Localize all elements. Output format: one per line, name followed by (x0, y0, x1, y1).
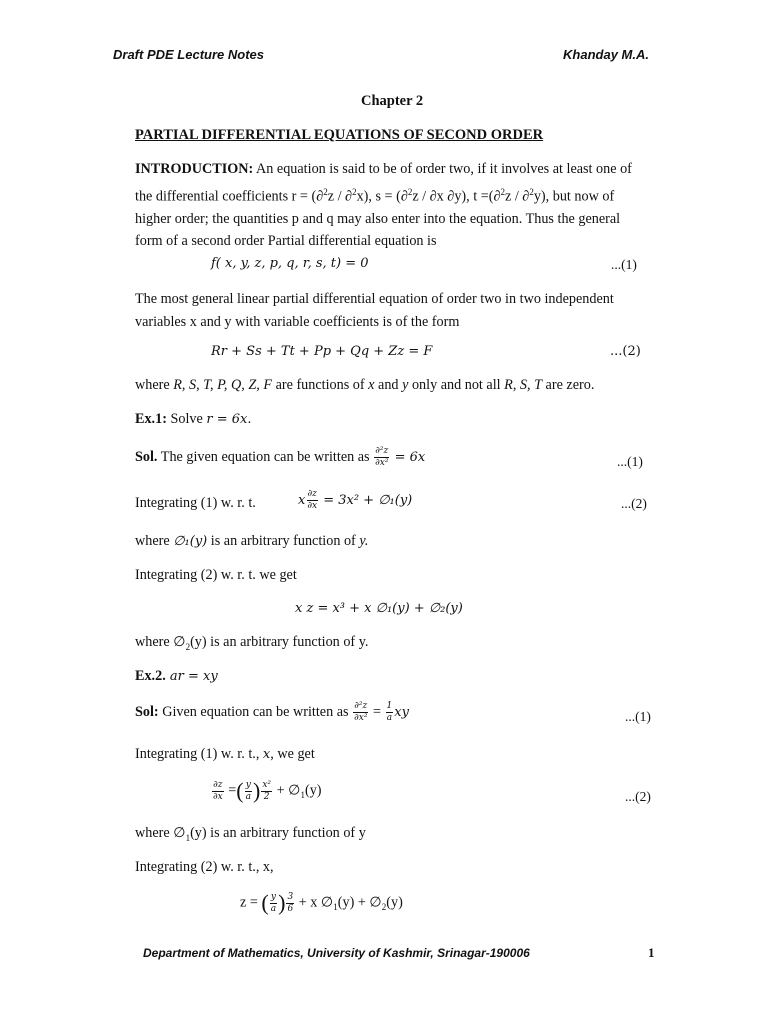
running-header-left: Draft PDE Lecture Notes (113, 47, 264, 62)
where-ex2-phi1: where $\emptyset_1(y)$ is an arbitrary function of y (135, 825, 366, 843)
ex2-final-equation: z = ( $\frac{y}{a}$ ) $\frac{3}{6}$ + x $\emptyset_1(y)$ + $\emptyset_2(y)$ (240, 890, 403, 915)
integrating-step-2-label: Integrating (2) w. r. t. we get (135, 567, 297, 583)
example-2-heading: Ex.2. ar = xy (135, 668, 218, 684)
integrating-step-1-equation: x $\frac{\partial z}{\partial x}$ = 3x² + ∅₁(y) (298, 489, 413, 511)
section-title: PARTIAL DIFFERENTIAL EQUATIONS OF SECOND ORDER (135, 127, 544, 143)
example-2-solution: Sol: Given equation can be written as $\frac{\text{∂²z}}{\text{∂x²}}$ = $\frac{1}{a}$ xy (135, 701, 409, 723)
example-1-heading: Ex.1: Solve r = 6x. (135, 411, 252, 427)
integrating-ex2-step-2: Integrating (2) w. r. t., x, (135, 859, 274, 875)
where-phi2: where $\emptyset_2(y)$ is an arbitrary function of y. (135, 634, 369, 652)
equation-number: ...(1) (617, 454, 643, 469)
linear-paragraph: The most general linear partial differential equation of order two in two independent variables x and y with variable coefficients is of the form (135, 291, 614, 330)
ex2-step-equation: $\frac{\partial z}{\partial x}$ =( $\frac{y}{a}$ ) $\frac{\text{x²}}{2}$ + $\emptyset_1(y)$ (213, 778, 322, 803)
equation-number: ...(2) (625, 789, 651, 804)
equation-general-form: f( x, y, z, p, q, r, s, t) = 0 (211, 256, 369, 271)
chapter-label: Chapter 2 (361, 93, 424, 109)
integrating-ex2-step-1: Integrating (1) w. r. t., x, we get (135, 746, 315, 762)
equation-number: ...(1) (625, 709, 651, 724)
intro-label: INTRODUCTION: (135, 161, 254, 177)
where-coefficients: where R, S, T, P, Q, Z, F are functions of x and y only and not all R, S, T are zero. (135, 377, 595, 393)
equation-number: ...(2) (610, 344, 641, 359)
footer-department: Department of Mathematics, University of Kashmir, Srinagar-190006 (143, 946, 530, 960)
page-number: 1 (648, 945, 655, 960)
equation-linear-form: Rr + Ss + Tt + Pp + Qq + Zz = F (211, 344, 433, 359)
equation-number: ...(2) (621, 496, 647, 511)
running-header-right: Khanday M.A. (563, 47, 649, 62)
example-1-solution: Sol. The given equation can be written as $\frac{\text{∂²z}}{\text{∂x²}}$ = 6x (135, 446, 426, 468)
equation-number: ...(1) (611, 257, 637, 272)
where-phi1: where ∅₁(y) is an arbitrary function of y. (135, 533, 369, 549)
example-1-result: x z = x³ + x ∅₁(y) + ∅₂(y) (295, 601, 463, 616)
integrating-step-1-label: Integrating (1) w. r. t. (135, 495, 256, 511)
intro-paragraph: INTRODUCTION: An equation is said to be of order two, if it involves at least one of the differential coefficients r = (∂$^2$z / ∂$^2$x), s = (∂$^2$z / ∂x ∂y), t =(∂$^2$z / ∂$^2$y), but now of higher order; the quantities p and q may also enter into the equation. Thus the general form of a second order Partial differential equation is (135, 161, 632, 250)
